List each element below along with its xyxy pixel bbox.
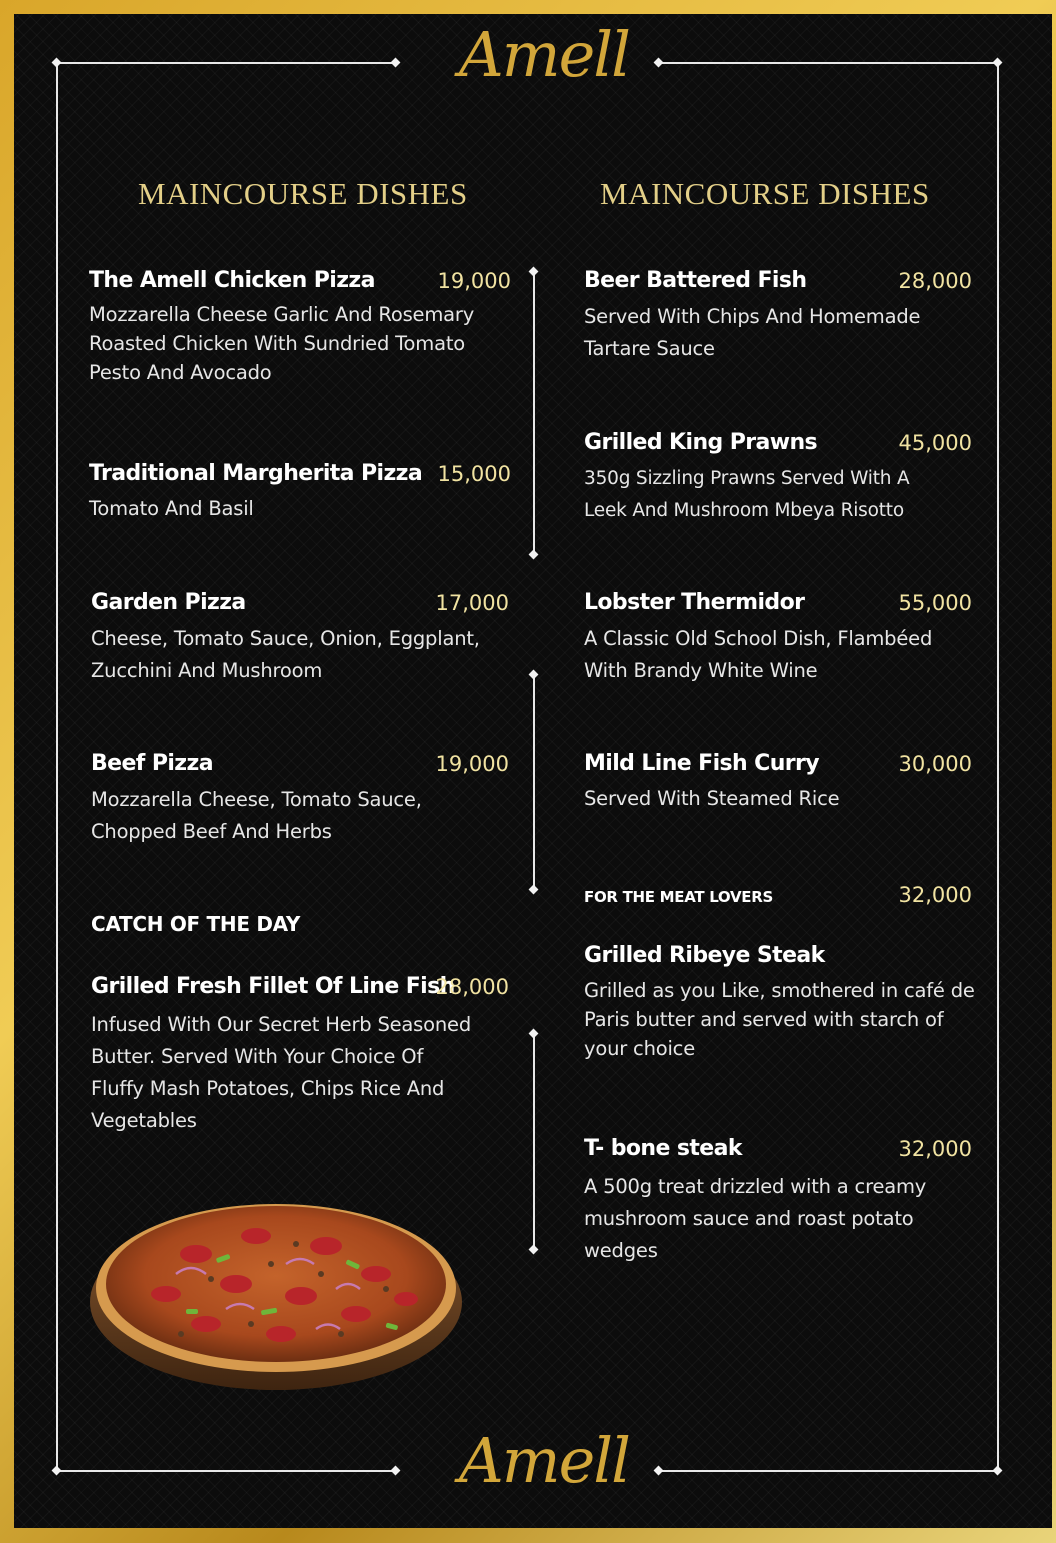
menu-item xyxy=(584,430,972,520)
item-description: Infused With Our Secret Herb Seasoned Butter. Served With Your Choice Of Fluffy Mash Potatoes, Chips Rice And Vegetables xyxy=(91,1013,471,1132)
item-price: 19,000 xyxy=(435,752,509,776)
menu-item xyxy=(584,943,975,1063)
frame-corner-dot xyxy=(391,58,401,68)
left-column-title: MAINCOURSE DISHES xyxy=(138,176,468,211)
divider-end-dot xyxy=(529,1029,539,1039)
item-name: T- bone steak xyxy=(584,1136,742,1161)
item-price: 55,000 xyxy=(898,591,972,615)
menu-item xyxy=(91,974,509,1144)
item-description: 350g Sizzling Prawns Served With A Leek And Mushroom Mbeya Risotto xyxy=(584,468,910,521)
pizza-image xyxy=(86,1184,466,1394)
divider-end-dot xyxy=(529,1245,539,1255)
item-price: 19,000 xyxy=(437,269,511,293)
frame-bottom-left-line xyxy=(56,1470,396,1472)
center-divider-segment xyxy=(533,676,535,890)
item-name: Grilled King Prawns xyxy=(584,430,818,455)
menu-item xyxy=(91,590,509,690)
meat-lovers-price: 32,000 xyxy=(898,883,972,907)
divider-end-dot xyxy=(529,267,539,277)
item-price: 15,000 xyxy=(437,462,511,486)
menu-item xyxy=(584,751,972,821)
item-description: Tomato And Basil xyxy=(89,497,254,520)
divider-end-dot xyxy=(529,670,539,680)
item-name: Mild Line Fish Curry xyxy=(584,751,820,776)
item-description: Served With Chips And Homemade Tartare Sauce xyxy=(584,305,921,360)
frame-corner-dot xyxy=(654,58,664,68)
frame-corner-dot xyxy=(654,1466,664,1476)
brand-logo-top: Amell xyxy=(459,18,629,91)
meat-lovers-header xyxy=(584,882,972,912)
brand-logo-bottom: Amell xyxy=(459,1424,629,1497)
item-name: Beef Pizza xyxy=(91,751,213,776)
divider-end-dot xyxy=(529,550,539,560)
frame-top-left-line xyxy=(56,62,396,64)
menu-item xyxy=(89,461,511,531)
frame-right-line xyxy=(997,62,999,1472)
frame-bottom-right-line xyxy=(659,1470,999,1472)
item-price: 28,000 xyxy=(435,975,509,999)
item-name: Lobster Thermidor xyxy=(584,590,805,615)
frame-corner-dot xyxy=(993,1466,1003,1476)
center-divider-segment xyxy=(533,272,535,554)
item-name: Grilled Fresh Fillet Of Line Fish xyxy=(91,974,455,999)
menu-item xyxy=(584,590,972,680)
item-name: The Amell Chicken Pizza xyxy=(89,268,375,293)
item-price: 17,000 xyxy=(435,591,509,615)
frame-corner-dot xyxy=(52,58,62,68)
divider-end-dot xyxy=(529,885,539,895)
item-description: Cheese, Tomato Sauce, Onion, Eggplant, Zucchini And Mushroom xyxy=(91,627,480,682)
item-description: Grilled as you Like, smothered in café de Paris butter and served with starch of your choice xyxy=(584,979,975,1060)
catch-of-the-day-heading: CATCH OF THE DAY xyxy=(91,912,301,936)
item-description: Served With Steamed Rice xyxy=(584,787,840,810)
item-price: 28,000 xyxy=(898,269,972,293)
right-column-title: MAINCOURSE DISHES xyxy=(600,176,930,211)
menu-item xyxy=(584,1136,972,1266)
item-description: A 500g treat drizzled with a creamy mushroom sauce and roast potato wedges xyxy=(584,1175,927,1262)
frame-corner-dot xyxy=(391,1466,401,1476)
item-description: Mozzarella Cheese Garlic And Rosemary Roasted Chicken With Sundried Tomato Pesto And Avocado xyxy=(89,303,475,384)
menu-page xyxy=(14,14,1052,1528)
item-price: 32,000 xyxy=(898,1137,972,1161)
frame-corner-dot xyxy=(993,58,1003,68)
item-name: Beer Battered Fish xyxy=(584,268,807,293)
item-price: 45,000 xyxy=(898,431,972,455)
item-name: Garden Pizza xyxy=(91,590,246,615)
menu-item xyxy=(91,751,509,851)
item-price: 30,000 xyxy=(898,752,972,776)
meat-lovers-heading: FOR THE MEAT LOVERS xyxy=(584,888,773,906)
item-name: Traditional Margherita Pizza xyxy=(89,461,423,486)
item-description: Mozzarella Cheese, Tomato Sauce, Chopped Beef And Herbs xyxy=(91,788,422,843)
center-divider-segment xyxy=(533,1034,535,1249)
item-description: A Classic Old School Dish, Flambéed With Brandy White Wine xyxy=(584,627,933,682)
frame-top-right-line xyxy=(659,62,999,64)
menu-item xyxy=(89,268,511,388)
item-name: Grilled Ribeye Steak xyxy=(584,943,825,968)
frame-left-line xyxy=(56,62,58,1472)
frame-corner-dot xyxy=(52,1466,62,1476)
menu-item xyxy=(584,268,972,358)
